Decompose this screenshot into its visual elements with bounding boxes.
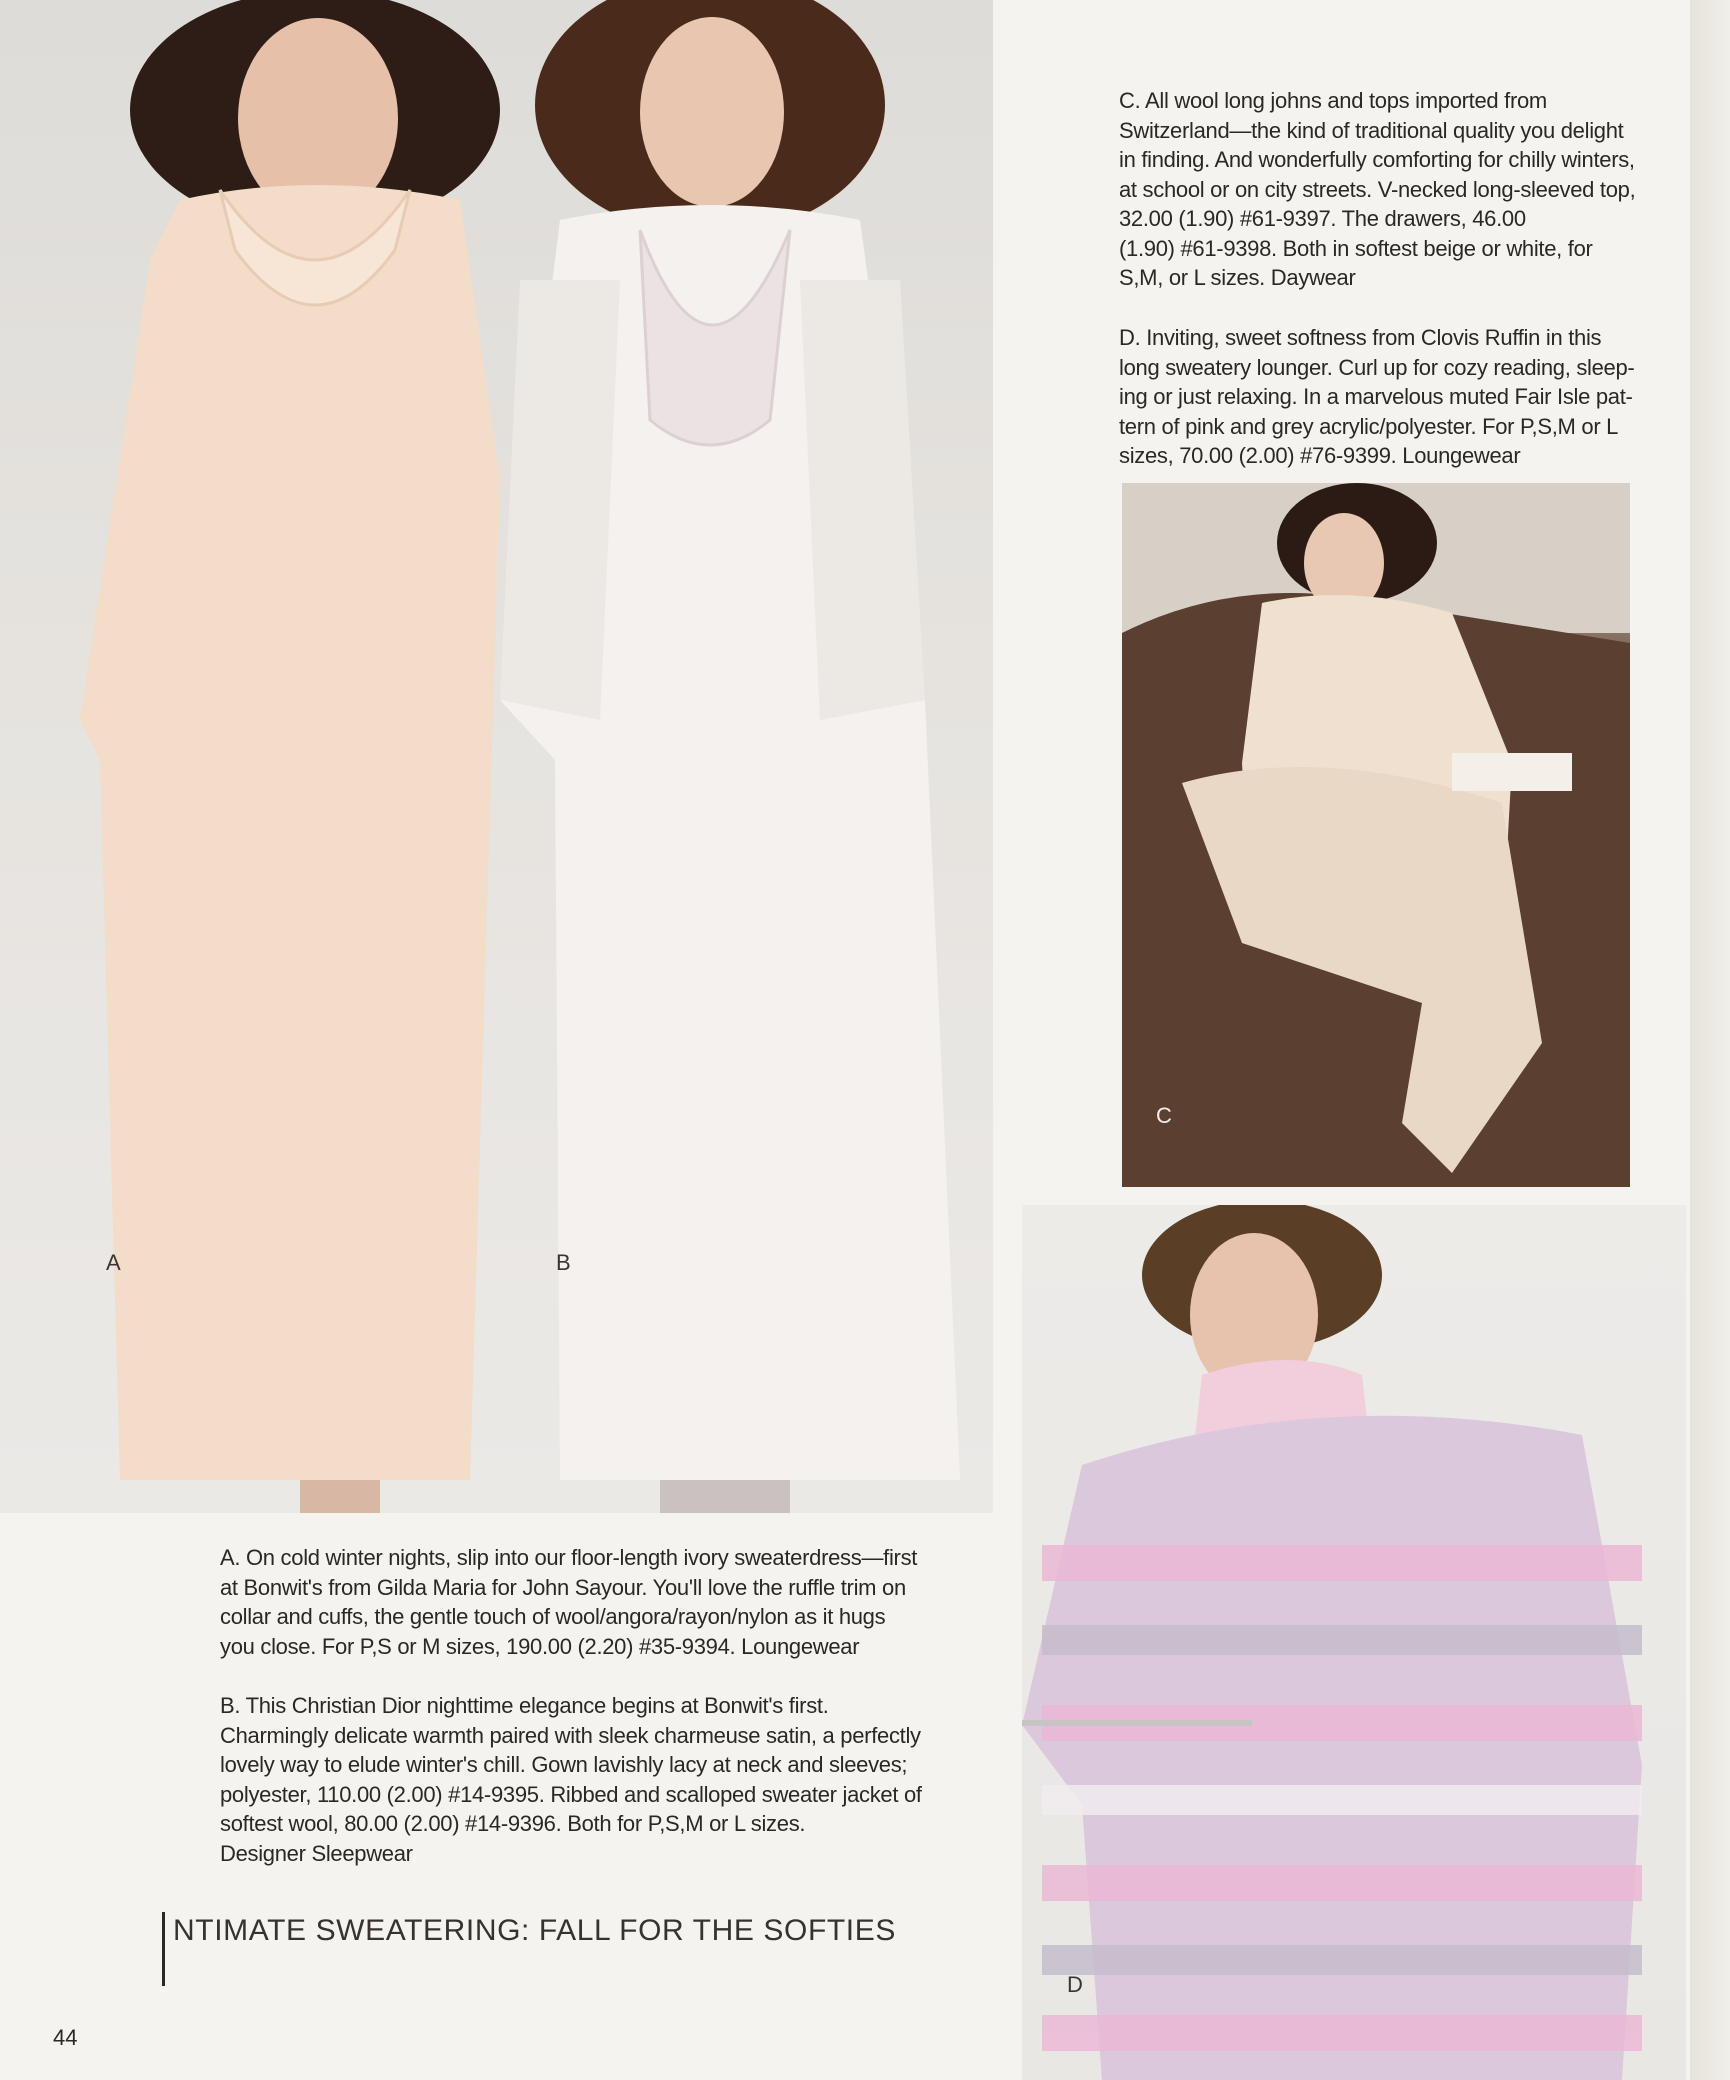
item-b-line: softest wool, 80.00 (2.00) #14-9396. Both for P,S,M or L sizes. xyxy=(220,1811,806,1836)
item-c-line: C. All wool long johns and tops imported from xyxy=(1119,88,1547,113)
item-c-line: at school or on city streets. V-necked long-sleeved top, xyxy=(1119,176,1636,202)
photo-label-a: A xyxy=(106,1250,121,1275)
photo-label-b: B xyxy=(556,1250,571,1275)
item-c-line: Switzerland—the kind of traditional quality you delight xyxy=(1119,117,1624,143)
item-c-line: 32.00 (1.90) #61-9397. The drawers, 46.00 xyxy=(1119,206,1526,231)
item-d-line: sizes, 70.00 (2.00) #76-9399. Loungewear xyxy=(1119,443,1521,468)
item-c-line: in finding. And wonderfully comforting for chilly winters, xyxy=(1119,147,1635,172)
item-d-line: D. Inviting, sweet softness from Clovis Ruffin in this xyxy=(1119,325,1602,350)
item-b-description xyxy=(220,1691,920,1868)
item-b-line: B. This Christian Dior nighttime elegance begins at Bonwit's first. xyxy=(220,1693,829,1718)
item-d-description xyxy=(1119,323,1639,471)
item-b-line: Designer Sleepwear xyxy=(220,1840,413,1866)
photo-model-d xyxy=(1022,1205,1686,2080)
item-d-line: ing or just relaxing. In a marvelous muted Fair Isle pat- xyxy=(1119,384,1633,409)
page-edge xyxy=(1690,0,1730,2080)
item-c-line: (1.90) #61-9398. Both in softest beige or white, for xyxy=(1119,235,1593,261)
item-a-line: A. On cold winter nights, slip into our floor-length ivory sweaterdress—first xyxy=(220,1545,918,1570)
item-a-description xyxy=(220,1543,920,1661)
item-d-line: tern of pink and grey acrylic/polyester. For P,S,M or L xyxy=(1119,413,1619,439)
photo-label-c: C xyxy=(1156,1103,1172,1128)
page-number: 44 xyxy=(53,2025,78,2050)
photo-a-b-illustration xyxy=(0,0,993,1513)
section-headline-text: NTIMATE SWEATERING: FALL FOR THE SOFTIES xyxy=(173,1914,896,1947)
item-b-line: Charmingly delicate warmth paired with sleek charmeuse satin, a perfectly xyxy=(220,1722,921,1748)
item-a-line: collar and cuffs, the gentle touch of wool/angora/rayon/nylon as it hugs xyxy=(220,1604,886,1629)
item-c-description xyxy=(1119,86,1639,293)
item-c-line: S,M, or L sizes. Daywear xyxy=(1119,265,1356,290)
item-b-line: lovely way to elude winter's chill. Gown lavishly lacy at neck and sleeves; xyxy=(220,1752,908,1777)
photo-c-illustration xyxy=(1122,483,1630,1187)
photo-model-c xyxy=(1122,483,1630,1187)
item-a-line: you close. For P,S or M sizes, 190.00 (2.20) #35-9394. Loungewear xyxy=(220,1633,860,1659)
item-d-line: long sweatery lounger. Curl up for cozy reading, sleep- xyxy=(1119,354,1635,380)
item-b-line: polyester, 110.00 (2.00) #14-9395. Ribbed and scalloped sweater jacket of xyxy=(220,1781,922,1807)
photo-label-d: D xyxy=(1067,1972,1083,1997)
item-a-line: at Bonwit's from Gilda Maria for John Sayour. You'll love the ruffle trim on xyxy=(220,1574,906,1600)
section-headline xyxy=(162,1912,896,1986)
photo-d-illustration xyxy=(1022,1205,1686,2080)
photo-models-a-b xyxy=(0,0,993,1513)
